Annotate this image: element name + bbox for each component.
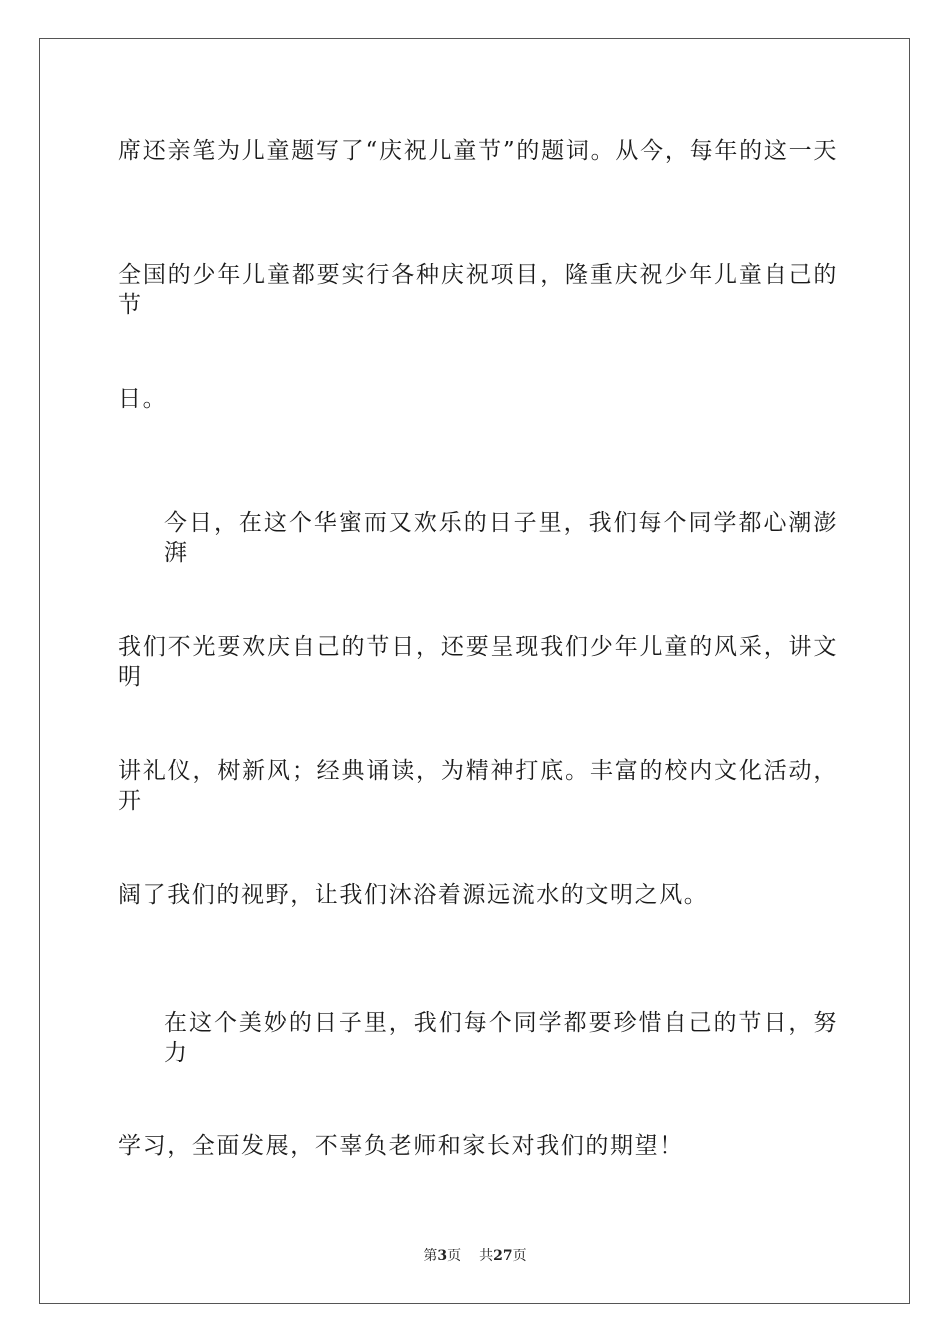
total-pages: 27 [493,1248,513,1264]
total-suffix: 页 [512,1248,527,1264]
total-prefix: 共 [479,1248,494,1264]
page-suffix: 页 [447,1248,462,1264]
text-line-7: 阔了我们的视野，让我们沐浴着源远流水的文明之风。 [118,882,709,908]
text-line-5: 我们不光要欢庆自己的节日，还要呈现我们少年儿童的风采，讲文明 [118,634,838,690]
text-line-4: 今日，在这个华蜜而又欢乐的日子里，我们每个同学都心潮澎湃 [164,510,838,566]
page-border [39,38,910,1304]
text-line-1: 席还亲笔为儿童题写了“庆祝儿童节”的题词。从今，每年的这一天 [118,138,838,164]
text-line-8: 在这个美妙的日子里，我们每个同学都要珍惜自己的节日，努力 [164,1010,838,1066]
text-line-6: 讲礼仪，树新风；经典诵读，为精神打底。丰富的校内文化活动，开 [118,758,838,814]
text-line-9: 学习，全面发展，不辜负老师和家长对我们的期望！ [118,1133,684,1159]
page-footer [0,1246,950,1266]
text-line-2: 全国的少年儿童都要实行各种庆祝项目，隆重庆祝少年儿童自己的节 [118,262,838,318]
text-line-3: 日。 [118,386,168,412]
page-number: 3 [437,1248,448,1264]
page-prefix: 第 [423,1248,438,1264]
